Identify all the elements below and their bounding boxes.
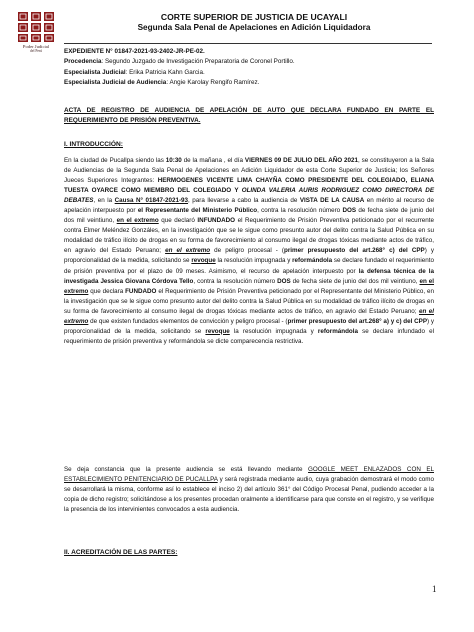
procedencia-line	[64, 57, 434, 67]
especialista-label: Especialista Judicial	[64, 68, 126, 76]
header-divider	[64, 43, 432, 44]
especialista-value: : Erika Patricia Kahn Garcia.	[125, 68, 205, 76]
logo-caption: Poder Judicial	[22, 44, 50, 49]
section-heading-introduccion: I. INTRODUCCIÓN:	[64, 141, 123, 148]
document-header	[64, 12, 444, 33]
page-number: 1	[432, 584, 437, 594]
especialista-line	[64, 68, 434, 78]
poder-judicial-logo	[14, 12, 58, 53]
introduction-paragraph: En la ciudad de Pucallpa siendo las 10:30 de la mañana , el día VIERNES 09 DE JULIO DEL AÑO 2021, se constituyeron a la Sala de Audiencias de la Segunda Sala Penal de Apelaciones en Adición Liquidador de esta Corte Superior de Justicia; los Señores Jueces Superiores Integrantes: HERMOGENES VICENTE LIMA CHAYÑA COMO PRESIDENTE DEL COLEGIADO, ELIANA TUESTA OYARCE COMO MIEMBRO DEL COLEGIADO Y OLINDA VALERIA AURIS RODRIGUEZ COMO DIRECTORA DE DEBATES, en la Causa N° 01847-2021-93, para llevarse a cabo la audiencia de VISTA DE LA CAUSA en mérito al recurso de apelación interpuesto por el Representante del Ministerio Público, contra la resolución número DOS de fecha siete de junio del dos mil veintiuno, en el extremo que declaró INFUNDADO el Requerimiento de Prisión Preventiva peticionado por el recurrente contra Elmer Meléndez Gonzáles, en la investigación que se le sigue como presunto autor del delito contra la Salud Pública en su modalidad de tráfico ilícito de drogas en su forma de favorecimiento al consumo ilegal de drogas tóxicas mediante actos de tráfico, en agravio del Estado Peruano; en el extremo de peligro procesal - (primer presupuesto del art.268° c) del CPP) y proporcionalidad de la medida, solicitando se revoque la resolución impugnada y reformándola se declare fundado el requerimiento de prisión preventiva por el plazo de 09 meses. Asimismo, el recurso de apelación interpuesto por la defensa técnica de la investigada Jessica Giovana Córdova Tello, contra la resolución número DOS de fecha siete de junio del dos mil veintiuno, en el extremo que declara FUNDADO el Requerimiento de Prisión Preventiva peticionado por el Representante del Ministerio Público, en la investigación que se le sigue como presunto autor del delito contra la Salud Pública en su modalidad de tráfico ilícito de drogas en su forma de favorecimiento al consumo ilegal de drogas tóxicas mediante actos de tráfico, en agravio del Estado Peruano; en el extremo de que existen fundados elementos de convicción y peligro procesal - (primer presupuesto del art.268° a) y c) del CPP) y proporcionalidad de la medida, solicitando se revoque la resolución impugnada y reformándola se declare infundado el requerimiento de prisión preventiva y reformándola se dicte comparecencia restrictiva.	[64, 157, 435, 345]
procedencia-value: : Segundo Juzgado de Investigación Preparatoria de Coronel Portillo.	[101, 58, 295, 66]
recording-notice-paragraph: Se deja constancia que la presente audiencia se está llevando mediante GOOGLE MEET ENLAZADOS CON EL ESTABLECIMIENTO PENITENCIARIO DE PUCALLPA y será registrada mediante audio, cuya grabación demostrará el modo como se desarrollará la misma, conforme así lo establece el inciso 2) del artículo 361° del Código Procesal Penal, pudiendo acceder a la copia de dicho registro; solicitándose a los presentes procedan oralmente a identificarse para que conste en el registro, y se verifique la presencia de los intervinientes convocados a esta audiencia.	[64, 466, 434, 514]
expediente-line	[64, 47, 434, 57]
especialista-audiencia-label: Especialista Judicial de Audiencia	[64, 78, 167, 86]
procedencia-label: Procedencia	[64, 58, 102, 66]
section-heading-acreditacion: II. ACREDITACIÓN DE LAS PARTES:	[64, 549, 178, 556]
especialista-audiencia-line	[64, 78, 434, 88]
court-name: CORTE SUPERIOR DE JUSTICIA DE UCAYALI	[160, 12, 348, 22]
logo-subcaption: del Perú	[30, 49, 42, 53]
court-emblem-icon	[18, 12, 54, 42]
document-title: ACTA DE REGISTRO DE AUDIENCIA DE APELACIÓN DE AUTO QUE DECLARA FUNDADO EN PARTE EL REQUERIMIENTO DE PRISIÓN PREVENTIVA.	[64, 107, 434, 124]
chamber-name: Segunda Sala Penal de Apelaciones en Adición Liquidadora	[137, 23, 371, 32]
especialista-audiencia-value: : Angie Karolay Rengifo Ramírez.	[166, 78, 260, 86]
case-metadata	[64, 47, 434, 88]
expediente-number: EXPEDIENTE N° 01847-2021-93-2402-JR-PE-02.	[64, 48, 205, 55]
